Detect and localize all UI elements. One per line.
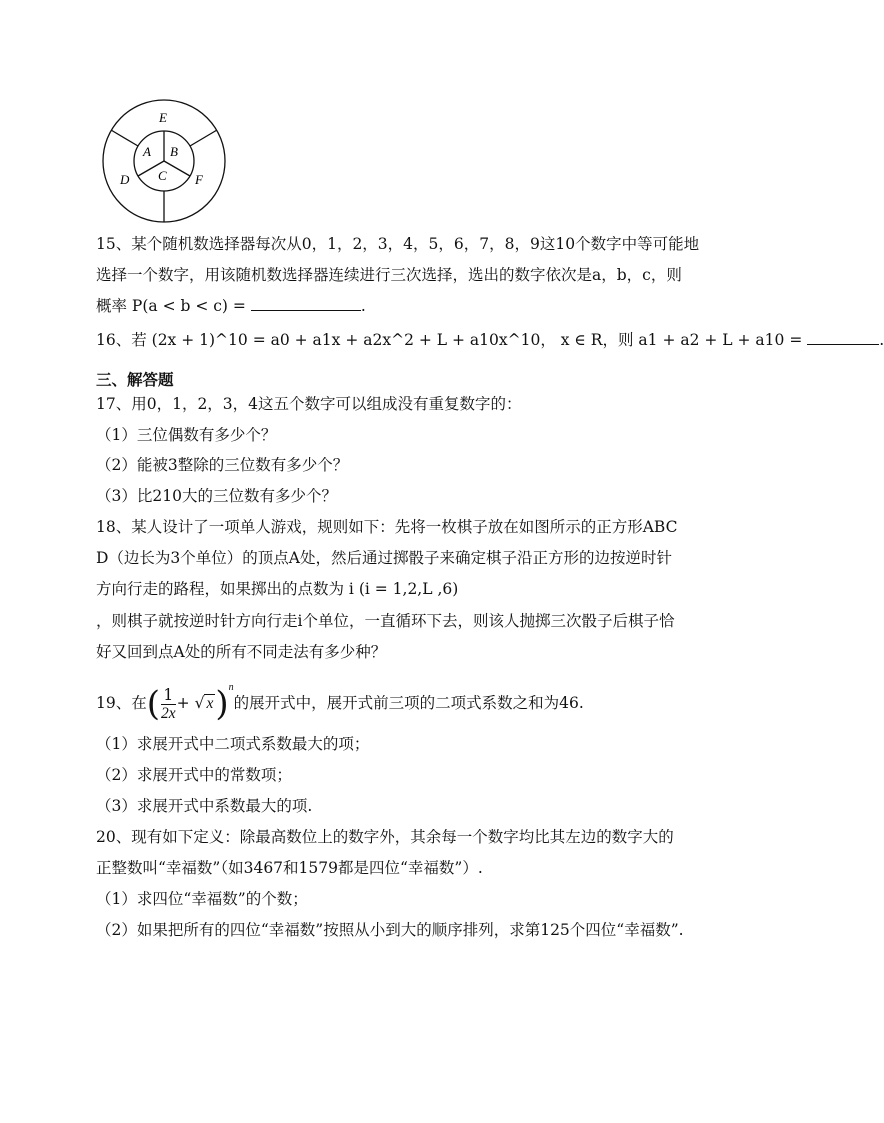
circle-diagram — [98, 100, 238, 222]
ring-divider-right — [190, 130, 217, 146]
q19-prefix: 19、在 — [96, 694, 147, 713]
q19-part3: （3）求展开式中系数最大的项. — [96, 797, 313, 815]
label-D: D — [120, 172, 130, 187]
frac-denominator: 2x — [161, 704, 176, 722]
q18-line2: D（边长为3个单位）的顶点A处，然后通过掷骰子来确定棋子沿正方形的边按逆时针 — [96, 549, 672, 567]
label-E: E — [159, 110, 167, 125]
q16-line: 16、若 (2x + 1)^10 = a0 + a1x + a2x^2 + L + a10x^10， x ∈ R，则 a1 + a2 + L + a10 = . — [96, 331, 884, 349]
q19-plus: + — [176, 694, 190, 713]
q17-part3: （3）比210大的三位数有多少个？ — [96, 487, 337, 505]
label-A: A — [143, 144, 151, 159]
label-F: F — [195, 172, 203, 187]
q19-part1: （1）求展开式中二项式系数最大的项； — [96, 735, 370, 753]
q17-part1: （1）三位偶数有多少个？ — [96, 426, 277, 444]
q20-line2: 正整数叫“幸福数”（如3467和1579都是四位“幸福数”）. — [96, 859, 483, 877]
q15-probability: 概率 P(a < b < c) = — [96, 297, 246, 315]
label-C: C — [158, 168, 167, 183]
q16-answer-blank[interactable] — [807, 329, 879, 345]
left-paren: ( — [146, 684, 160, 725]
label-B: B — [170, 144, 178, 159]
q18-line4: ，则棋子就按逆时针方向行走i个单位，一直循环下去，则该人抛掷三次骰子后棋子恰 — [96, 612, 675, 630]
q15-line1: 15、某个随机数选择器每次从0，1，2，3，4，5，6，7，8，9这10个数字中等可能地 — [96, 235, 700, 253]
q19-suffix: 的展开式中，展开式前三项的二项式系数之和为46. — [233, 694, 584, 713]
q15-line3: 概率 P(a < b < c) = . — [96, 297, 366, 315]
q19-stem: 19、在( $\frac{1}{2x}$ + √ x)$^n$的展开式中，展开式前三项的二项式系数之和为46. — [96, 682, 584, 725]
q19-sqrt-arg: x — [206, 695, 214, 713]
q19-fraction — [161, 687, 176, 722]
q15-answer-blank[interactable] — [251, 295, 361, 311]
inner-divider-right — [164, 161, 190, 176]
q20-part1: （1）求四位“幸福数”的个数； — [96, 890, 308, 908]
q17-part2: （2）能被3整除的三位数有多少个？ — [96, 456, 349, 474]
q18-line1: 18、某人设计了一项单人游戏，规则如下：先将一枚棋子放在如图所示的正方形ABC — [96, 518, 678, 536]
q20-line1: 20、现有如下定义：除最高数位上的数字外，其余每一个数字均比其左边的数字大的 — [96, 828, 674, 846]
q19-exponent: n — [228, 682, 234, 693]
q19-part2: （2）求展开式中的常数项； — [96, 766, 292, 784]
q18-line5: 好又回到点A处的所有不同走法有多少种？ — [96, 643, 387, 661]
section-heading: 三、解答题 — [96, 370, 174, 389]
right-paren: ) — [215, 684, 229, 725]
q18-line3: 方向行走的路程，如果掷出的点数为 i (i = 1,2,L ,6) — [96, 580, 459, 598]
q16-text: 16、若 (2x + 1)^10 = a0 + a1x + a2x^2 + L + a10x^10， x ∈ R，则 a1 + a2 + L + a10 = — [96, 331, 803, 349]
q15-line2: 选择一个数字，用该随机数选择器连续进行三次选择，选出的数字依次是a，b，c，则 — [96, 266, 682, 284]
frac-numerator: 1 — [161, 687, 176, 705]
q17-stem: 17、用0，1，2，3，4这五个数字可以组成没有重复数字的： — [96, 395, 522, 413]
ring-divider-left — [111, 130, 138, 146]
q20-part2: （2）如果把所有的四位“幸福数”按照从小到大的顺序排列，求第125个四位“幸福数”. — [96, 921, 684, 939]
